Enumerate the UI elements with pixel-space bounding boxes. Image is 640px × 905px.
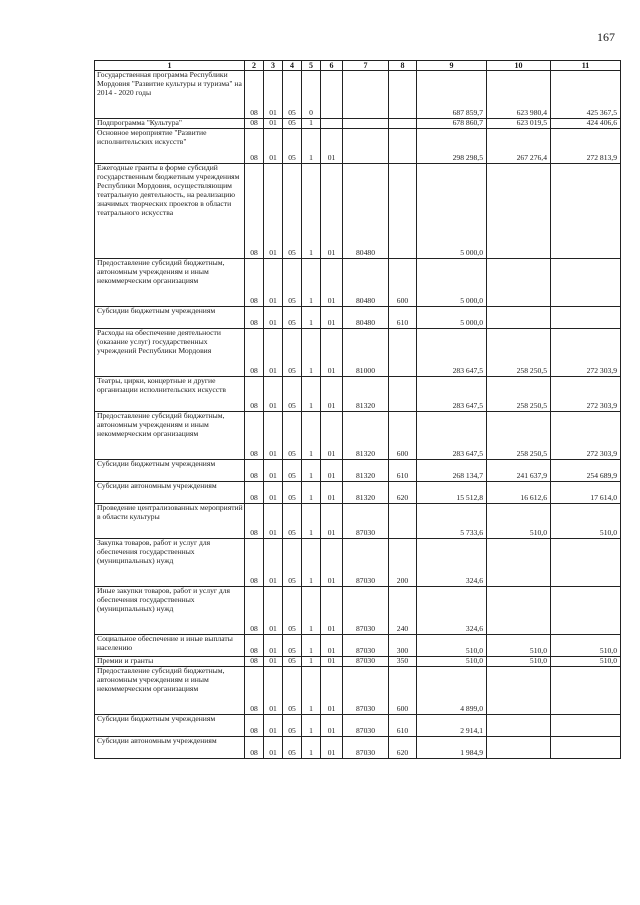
cell-col-9: 5 000,0 bbox=[417, 164, 487, 259]
cell-col-5: 1 bbox=[302, 259, 321, 307]
row-name: Государственная программа Республики Мордовия "Развитие культуры и туризма" на 2014 - 2020 годы bbox=[97, 70, 242, 98]
cell-col-7 bbox=[343, 71, 389, 119]
cell-col-9: 268 134,7 bbox=[417, 460, 487, 482]
cell-col-11: 510,0 bbox=[551, 504, 621, 539]
cell-col-8: 600 bbox=[389, 667, 417, 715]
cell-col-10: 623 980,4 bbox=[487, 71, 551, 119]
row-name: Премии и гранты bbox=[97, 656, 154, 666]
cell-col-10 bbox=[487, 587, 551, 635]
cell-col-11 bbox=[551, 164, 621, 259]
cell-col-3: 01 bbox=[264, 259, 283, 307]
row-name-cell bbox=[95, 635, 245, 657]
header-cell: 3 bbox=[264, 61, 283, 71]
cell-col-10: 16 612,6 bbox=[487, 482, 551, 504]
row-name: Субсидии автономным учреждениям bbox=[97, 736, 217, 746]
table-row bbox=[95, 667, 621, 715]
cell-col-11: 17 614,0 bbox=[551, 482, 621, 504]
cell-col-10 bbox=[487, 259, 551, 307]
row-name: Основное мероприятие "Развитие исполнительских искусств" bbox=[97, 128, 207, 147]
cell-col-4: 05 bbox=[283, 164, 302, 259]
row-name-cell bbox=[95, 667, 245, 715]
row-name-cell bbox=[95, 164, 245, 259]
cell-col-7: 81320 bbox=[343, 377, 389, 412]
row-name-cell bbox=[95, 259, 245, 307]
row-name: Предоставление субсидий бюджетным, автономным учреждениям и иным некоммерческим организациям bbox=[97, 258, 225, 286]
cell-col-8 bbox=[389, 329, 417, 377]
table-row bbox=[95, 307, 621, 329]
header-cell: 4 bbox=[283, 61, 302, 71]
cell-col-9: 5 733,6 bbox=[417, 504, 487, 539]
cell-col-5: 1 bbox=[302, 657, 321, 667]
cell-col-7 bbox=[343, 119, 389, 129]
row-name-cell bbox=[95, 737, 245, 759]
cell-col-8 bbox=[389, 377, 417, 412]
cell-col-5: 1 bbox=[302, 377, 321, 412]
cell-col-6: 01 bbox=[321, 412, 343, 460]
cell-col-6: 01 bbox=[321, 307, 343, 329]
table-row bbox=[95, 129, 621, 164]
cell-col-8 bbox=[389, 164, 417, 259]
cell-col-5: 1 bbox=[302, 412, 321, 460]
cell-col-6: 01 bbox=[321, 657, 343, 667]
cell-col-3: 01 bbox=[264, 329, 283, 377]
cell-col-4: 05 bbox=[283, 504, 302, 539]
row-name: Ежегодные гранты в форме субсидий государственным бюджетным учреждениям Республики Мордовия, осуществляющим театральную деятельность, на реализацию значимых творческих проектов в области театрального искусства bbox=[97, 163, 240, 218]
table-row bbox=[95, 119, 621, 129]
cell-col-3: 01 bbox=[264, 715, 283, 737]
cell-col-10 bbox=[487, 715, 551, 737]
cell-col-2: 08 bbox=[245, 307, 264, 329]
cell-col-5: 1 bbox=[302, 307, 321, 329]
cell-col-3: 01 bbox=[264, 587, 283, 635]
row-name-cell bbox=[95, 460, 245, 482]
table-row bbox=[95, 539, 621, 587]
table-row bbox=[95, 329, 621, 377]
cell-col-7: 80480 bbox=[343, 164, 389, 259]
cell-col-3: 01 bbox=[264, 657, 283, 667]
cell-col-7: 87030 bbox=[343, 667, 389, 715]
table-row bbox=[95, 587, 621, 635]
cell-col-6: 01 bbox=[321, 482, 343, 504]
cell-col-2: 08 bbox=[245, 635, 264, 657]
cell-col-7: 81320 bbox=[343, 482, 389, 504]
cell-col-5: 1 bbox=[302, 667, 321, 715]
cell-col-9: 324,6 bbox=[417, 587, 487, 635]
cell-col-2: 08 bbox=[245, 504, 264, 539]
cell-col-10 bbox=[487, 539, 551, 587]
cell-col-4: 05 bbox=[283, 657, 302, 667]
cell-col-4: 05 bbox=[283, 377, 302, 412]
cell-col-11: 272 303,9 bbox=[551, 412, 621, 460]
cell-col-7: 87030 bbox=[343, 635, 389, 657]
cell-col-8: 610 bbox=[389, 307, 417, 329]
cell-col-2: 08 bbox=[245, 119, 264, 129]
cell-col-3: 01 bbox=[264, 504, 283, 539]
header-cell: 7 bbox=[343, 61, 389, 71]
cell-col-10: 258 250,5 bbox=[487, 329, 551, 377]
cell-col-2: 08 bbox=[245, 259, 264, 307]
cell-col-4: 05 bbox=[283, 737, 302, 759]
cell-col-10: 267 276,4 bbox=[487, 129, 551, 164]
cell-col-7 bbox=[343, 129, 389, 164]
cell-col-10: 623 019,5 bbox=[487, 119, 551, 129]
cell-col-9: 324,6 bbox=[417, 539, 487, 587]
cell-col-6: 01 bbox=[321, 259, 343, 307]
cell-col-9: 687 859,7 bbox=[417, 71, 487, 119]
cell-col-5: 1 bbox=[302, 482, 321, 504]
cell-col-11: 272 813,9 bbox=[551, 129, 621, 164]
cell-col-4: 05 bbox=[283, 635, 302, 657]
cell-col-11 bbox=[551, 667, 621, 715]
cell-col-9: 5 000,0 bbox=[417, 307, 487, 329]
table-row bbox=[95, 737, 621, 759]
row-name-cell bbox=[95, 587, 245, 635]
cell-col-5: 1 bbox=[302, 737, 321, 759]
cell-col-9: 510,0 bbox=[417, 635, 487, 657]
cell-col-2: 08 bbox=[245, 657, 264, 667]
cell-col-8: 350 bbox=[389, 657, 417, 667]
table-row bbox=[95, 715, 621, 737]
cell-col-2: 08 bbox=[245, 71, 264, 119]
cell-col-5: 1 bbox=[302, 329, 321, 377]
cell-col-4: 05 bbox=[283, 259, 302, 307]
row-name-cell bbox=[95, 657, 245, 667]
row-name: Социальное обеспечение и иные выплаты населению bbox=[97, 634, 233, 653]
cell-col-8 bbox=[389, 129, 417, 164]
cell-col-2: 08 bbox=[245, 482, 264, 504]
row-name-cell bbox=[95, 119, 245, 129]
cell-col-10 bbox=[487, 164, 551, 259]
cell-col-6 bbox=[321, 119, 343, 129]
cell-col-5: 1 bbox=[302, 129, 321, 164]
cell-col-11 bbox=[551, 307, 621, 329]
row-name-cell bbox=[95, 504, 245, 539]
cell-col-5: 1 bbox=[302, 715, 321, 737]
cell-col-7: 87030 bbox=[343, 737, 389, 759]
row-name: Подпрограмма "Культура" bbox=[97, 118, 182, 128]
cell-col-5: 1 bbox=[302, 587, 321, 635]
cell-col-4: 05 bbox=[283, 307, 302, 329]
cell-col-2: 08 bbox=[245, 737, 264, 759]
header-cell: 10 bbox=[487, 61, 551, 71]
cell-col-7: 87030 bbox=[343, 539, 389, 587]
cell-col-7: 87030 bbox=[343, 715, 389, 737]
cell-col-8: 200 bbox=[389, 539, 417, 587]
cell-col-8: 620 bbox=[389, 737, 417, 759]
cell-col-6: 01 bbox=[321, 164, 343, 259]
cell-col-11: 424 406,6 bbox=[551, 119, 621, 129]
table-row bbox=[95, 259, 621, 307]
cell-col-3: 01 bbox=[264, 71, 283, 119]
cell-col-3: 01 bbox=[264, 129, 283, 164]
cell-col-4: 05 bbox=[283, 587, 302, 635]
cell-col-7: 87030 bbox=[343, 587, 389, 635]
cell-col-2: 08 bbox=[245, 164, 264, 259]
cell-col-6: 01 bbox=[321, 635, 343, 657]
cell-col-6 bbox=[321, 71, 343, 119]
row-name-cell bbox=[95, 377, 245, 412]
cell-col-6: 01 bbox=[321, 504, 343, 539]
table-row bbox=[95, 377, 621, 412]
row-name: Субсидии бюджетным учреждениям bbox=[97, 459, 216, 469]
cell-col-3: 01 bbox=[264, 460, 283, 482]
cell-col-3: 01 bbox=[264, 377, 283, 412]
cell-col-8: 240 bbox=[389, 587, 417, 635]
row-name-cell bbox=[95, 307, 245, 329]
row-name-cell bbox=[95, 715, 245, 737]
cell-col-9: 678 860,7 bbox=[417, 119, 487, 129]
row-name: Иные закупки товаров, работ и услуг для обеспечения государственных (муниципальных) нужд bbox=[97, 586, 231, 614]
cell-col-4: 05 bbox=[283, 412, 302, 460]
cell-col-8 bbox=[389, 119, 417, 129]
row-name: Субсидии автономным учреждениям bbox=[97, 481, 217, 491]
cell-col-8: 610 bbox=[389, 460, 417, 482]
cell-col-6: 01 bbox=[321, 715, 343, 737]
cell-col-9: 283 647,5 bbox=[417, 377, 487, 412]
cell-col-9: 4 899,0 bbox=[417, 667, 487, 715]
table-row bbox=[95, 482, 621, 504]
cell-col-6: 01 bbox=[321, 737, 343, 759]
row-name-cell bbox=[95, 539, 245, 587]
cell-col-7: 81320 bbox=[343, 460, 389, 482]
cell-col-10: 510,0 bbox=[487, 657, 551, 667]
table-header-row bbox=[95, 61, 621, 71]
cell-col-2: 08 bbox=[245, 377, 264, 412]
cell-col-2: 08 bbox=[245, 460, 264, 482]
row-name: Театры, цирки, концертные и другие организации исполнительских искусств bbox=[97, 376, 226, 395]
cell-col-5: 1 bbox=[302, 164, 321, 259]
cell-col-8 bbox=[389, 504, 417, 539]
cell-col-10: 510,0 bbox=[487, 635, 551, 657]
cell-col-6: 01 bbox=[321, 329, 343, 377]
cell-col-10 bbox=[487, 667, 551, 715]
row-name-cell bbox=[95, 329, 245, 377]
table-row bbox=[95, 504, 621, 539]
cell-col-11: 510,0 bbox=[551, 635, 621, 657]
cell-col-4: 05 bbox=[283, 715, 302, 737]
cell-col-10: 258 250,5 bbox=[487, 377, 551, 412]
row-name: Предоставление субсидий бюджетным, автономным учреждениям и иным некоммерческим организациям bbox=[97, 411, 225, 439]
row-name: Закупка товаров, работ и услуг для обеспечения государственных (муниципальных) нужд bbox=[97, 538, 211, 566]
header-cell: 2 bbox=[245, 61, 264, 71]
cell-col-2: 08 bbox=[245, 667, 264, 715]
cell-col-11: 510,0 bbox=[551, 657, 621, 667]
cell-col-6: 01 bbox=[321, 587, 343, 635]
cell-col-3: 01 bbox=[264, 635, 283, 657]
cell-col-9: 2 914,1 bbox=[417, 715, 487, 737]
cell-col-11: 254 689,9 bbox=[551, 460, 621, 482]
cell-col-4: 05 bbox=[283, 129, 302, 164]
cell-col-9: 283 647,5 bbox=[417, 329, 487, 377]
header-cell: 1 bbox=[95, 61, 245, 71]
cell-col-8: 610 bbox=[389, 715, 417, 737]
cell-col-5: 1 bbox=[302, 504, 321, 539]
table-row bbox=[95, 657, 621, 667]
cell-col-7: 87030 bbox=[343, 657, 389, 667]
cell-col-3: 01 bbox=[264, 737, 283, 759]
cell-col-9: 1 984,9 bbox=[417, 737, 487, 759]
cell-col-5: 0 bbox=[302, 71, 321, 119]
cell-col-4: 05 bbox=[283, 460, 302, 482]
cell-col-4: 05 bbox=[283, 329, 302, 377]
row-name: Проведение централизованных мероприятий в области культуры bbox=[97, 503, 243, 522]
table-row bbox=[95, 164, 621, 259]
cell-col-9: 15 512,8 bbox=[417, 482, 487, 504]
cell-col-3: 01 bbox=[264, 307, 283, 329]
table-body bbox=[95, 71, 621, 759]
cell-col-9: 5 000,0 bbox=[417, 259, 487, 307]
cell-col-6: 01 bbox=[321, 377, 343, 412]
cell-col-8: 300 bbox=[389, 635, 417, 657]
cell-col-11 bbox=[551, 259, 621, 307]
cell-col-10 bbox=[487, 737, 551, 759]
header-cell: 11 bbox=[551, 61, 621, 71]
cell-col-4: 05 bbox=[283, 71, 302, 119]
cell-col-2: 08 bbox=[245, 715, 264, 737]
header-cell: 5 bbox=[302, 61, 321, 71]
row-name: Расходы на обеспечение деятельности (оказание услуг) государственных учреждений Республики Мордовия bbox=[97, 328, 221, 356]
cell-col-5: 1 bbox=[302, 119, 321, 129]
cell-col-7: 81000 bbox=[343, 329, 389, 377]
cell-col-3: 01 bbox=[264, 412, 283, 460]
cell-col-11: 425 367,5 bbox=[551, 71, 621, 119]
cell-col-7: 87030 bbox=[343, 504, 389, 539]
cell-col-11: 272 303,9 bbox=[551, 377, 621, 412]
header-cell: 9 bbox=[417, 61, 487, 71]
cell-col-10: 510,0 bbox=[487, 504, 551, 539]
cell-col-3: 01 bbox=[264, 667, 283, 715]
budget-table bbox=[94, 60, 621, 759]
cell-col-9: 298 298,5 bbox=[417, 129, 487, 164]
row-name-cell bbox=[95, 482, 245, 504]
header-cell: 6 bbox=[321, 61, 343, 71]
cell-col-10 bbox=[487, 307, 551, 329]
cell-col-11 bbox=[551, 587, 621, 635]
cell-col-11 bbox=[551, 737, 621, 759]
cell-col-11 bbox=[551, 715, 621, 737]
row-name-cell bbox=[95, 71, 245, 119]
cell-col-11 bbox=[551, 539, 621, 587]
cell-col-3: 01 bbox=[264, 482, 283, 504]
row-name-cell bbox=[95, 412, 245, 460]
cell-col-2: 08 bbox=[245, 329, 264, 377]
table-row bbox=[95, 460, 621, 482]
cell-col-5: 1 bbox=[302, 539, 321, 587]
cell-col-9: 510,0 bbox=[417, 657, 487, 667]
cell-col-6: 01 bbox=[321, 460, 343, 482]
cell-col-3: 01 bbox=[264, 164, 283, 259]
cell-col-6: 01 bbox=[321, 667, 343, 715]
cell-col-2: 08 bbox=[245, 587, 264, 635]
page-number: 167 bbox=[597, 30, 615, 44]
cell-col-4: 05 bbox=[283, 539, 302, 587]
cell-col-3: 01 bbox=[264, 539, 283, 587]
cell-col-6: 01 bbox=[321, 539, 343, 587]
cell-col-10: 258 250,5 bbox=[487, 412, 551, 460]
cell-col-8: 620 bbox=[389, 482, 417, 504]
cell-col-6: 01 bbox=[321, 129, 343, 164]
cell-col-7: 81320 bbox=[343, 412, 389, 460]
cell-col-9: 283 647,5 bbox=[417, 412, 487, 460]
cell-col-5: 1 bbox=[302, 460, 321, 482]
cell-col-11: 272 303,9 bbox=[551, 329, 621, 377]
table-row bbox=[95, 635, 621, 657]
cell-col-8: 600 bbox=[389, 412, 417, 460]
cell-col-8: 600 bbox=[389, 259, 417, 307]
cell-col-4: 05 bbox=[283, 119, 302, 129]
cell-col-8 bbox=[389, 71, 417, 119]
cell-col-2: 08 bbox=[245, 412, 264, 460]
table-row bbox=[95, 71, 621, 119]
cell-col-7: 80480 bbox=[343, 259, 389, 307]
cell-col-2: 08 bbox=[245, 539, 264, 587]
row-name: Предоставление субсидий бюджетным, автономным учреждениям и иным некоммерческим организациям bbox=[97, 666, 225, 694]
cell-col-4: 05 bbox=[283, 482, 302, 504]
table-row bbox=[95, 412, 621, 460]
cell-col-2: 08 bbox=[245, 129, 264, 164]
cell-col-3: 01 bbox=[264, 119, 283, 129]
row-name: Субсидии бюджетным учреждениям bbox=[97, 714, 216, 724]
row-name: Субсидии бюджетным учреждениям bbox=[97, 306, 216, 316]
cell-col-4: 05 bbox=[283, 667, 302, 715]
cell-col-7: 80480 bbox=[343, 307, 389, 329]
cell-col-5: 1 bbox=[302, 635, 321, 657]
row-name-cell bbox=[95, 129, 245, 164]
header-cell: 8 bbox=[389, 61, 417, 71]
cell-col-10: 241 637,9 bbox=[487, 460, 551, 482]
